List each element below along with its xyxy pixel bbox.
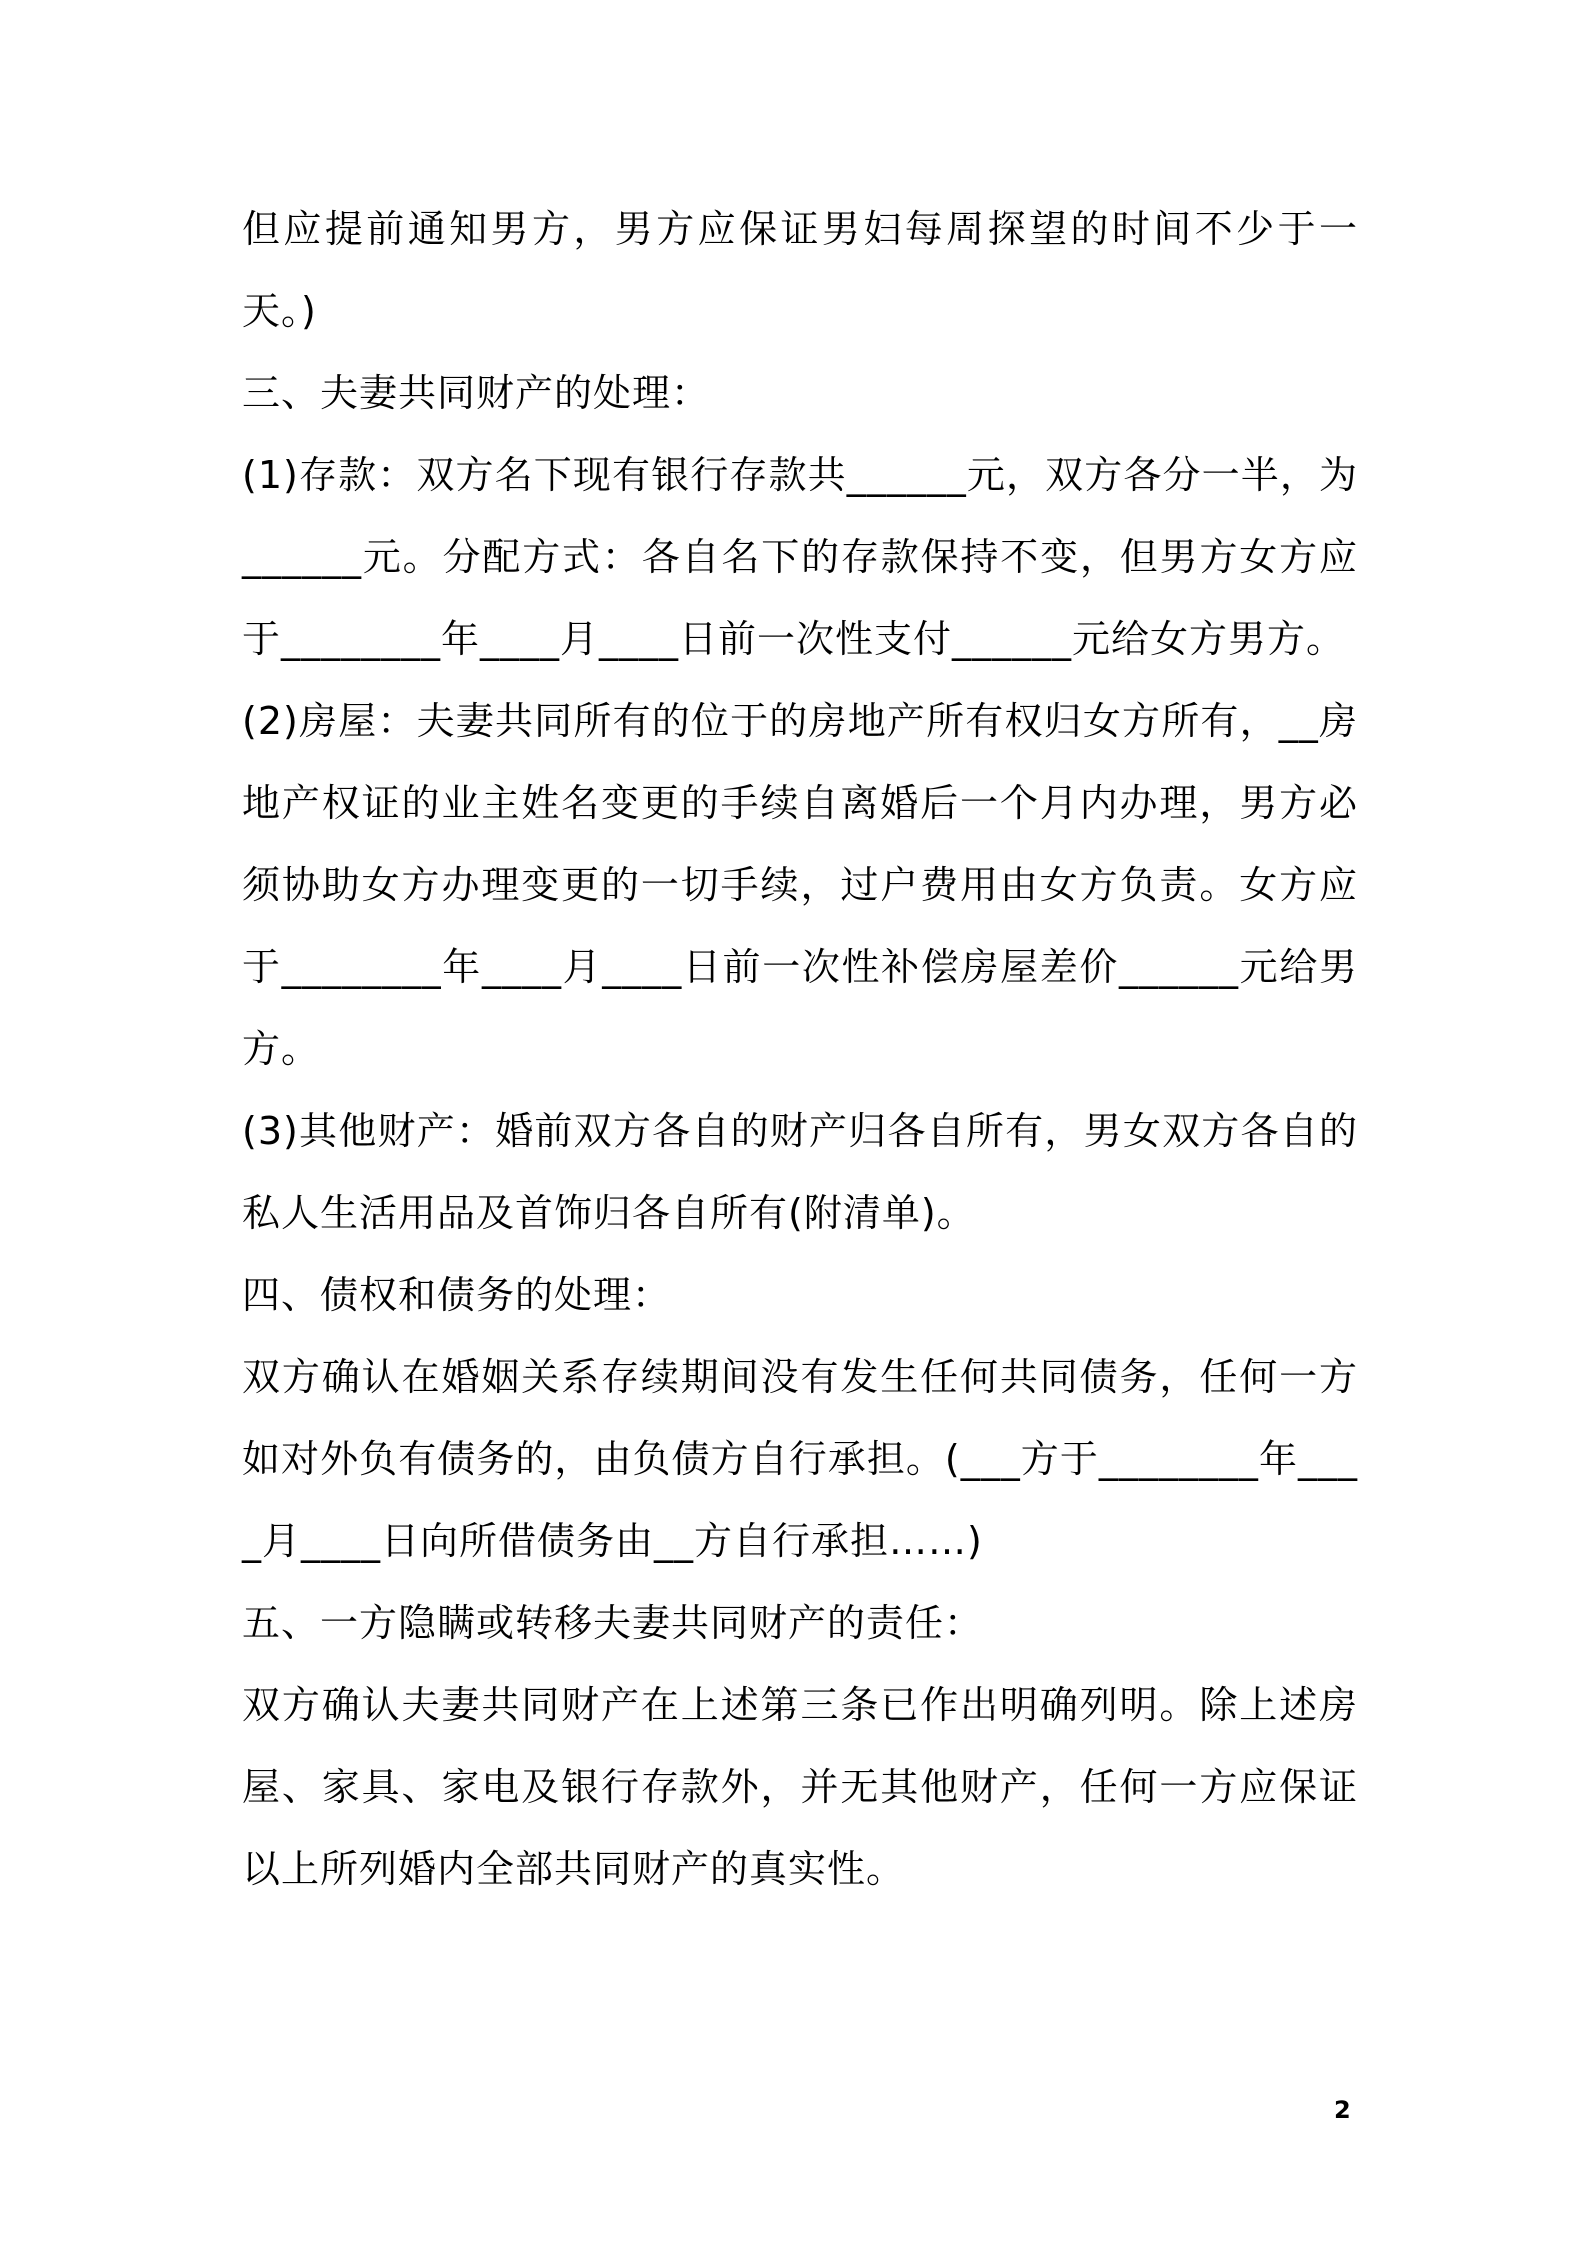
paragraph-visitation-end: 但应提前通知男方，男方应保证男妇每周探望的时间不少于一天。) [242,207,1358,333]
heading-joint-property: 三、夫妻共同财产的处理： [242,371,711,415]
heading-concealment: 五、一方隐瞒或转移夫妻共同财产的责任： [242,1601,984,1645]
document-body [242,188,1358,1910]
paragraph-debts: 双方确认在婚姻关系存续期间没有发生任何共同债务，任何一方如对外负有债务的，由负债方自行承担。(___方于________年____月____日向所借债务由__方自行承担……) [242,1355,1358,1563]
page-number: 2 [1334,2096,1351,2124]
paragraph-concealment: 双方确认夫妻共同财产在上述第三条已作出明确列明。除上述房屋、家具、家电及银行存款外，并无其他财产，任何一方应保证以上所列婚内全部共同财产的真实性。 [242,1683,1358,1891]
paragraph-other-property: (3)其他财产：婚前双方各自的财产归各自所有，男女双方各自的私人生活用品及首饰归各自所有(附清单)。 [242,1109,1358,1235]
heading-debts: 四、债权和债务的处理： [242,1273,672,1317]
paragraph-savings: (1)存款：双方名下现有银行存款共______元，双方各分一半，为______元。分配方式：各自名下的存款保持不变，但男方女方应于________年____月____日前一次性支付______元给女方男方。 [242,453,1358,661]
paragraph-house: (2)房屋：夫妻共同所有的位于的房地产所有权归女方所有，__房地产权证的业主姓名变更的手续自离婚后一个月内办理，男方必须协助女方办理变更的一切手续，过户费用由女方负责。女方应于________年____月____日前一次性补偿房屋差价______元给男方。 [242,699,1358,1071]
